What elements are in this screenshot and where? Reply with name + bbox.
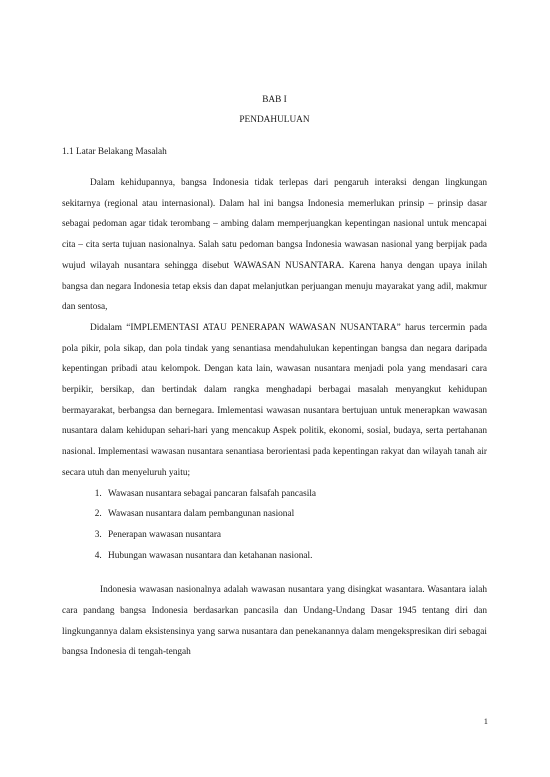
chapter-title: PENDAHULUAN — [239, 115, 310, 125]
list-item: 1. Wawasan nusantara sebagai pancaran falsafah pancasila — [104, 484, 487, 505]
list-item: 2. Wawasan nusantara dalam pembangunan nasional — [104, 504, 487, 525]
list-item: 3. Penerapan wawasan nusantara — [104, 525, 487, 546]
chapter-label: BAB I — [262, 95, 287, 105]
section-title: 1.1 Latar Belakang Masalah — [62, 147, 167, 157]
list-item: 4. Hubungan wawasan nusantara dan ketahanan nasional. — [104, 546, 487, 567]
paragraph-1: Dalam kehidupannya, bangsa Indonesia tidak terlepas dari pengaruh interaksi dengan lingkungan sekitarnya (regional atau internasional). Dalam hal ini bangsa Indonesia memerlukan prinsip – prinsip dasar sebagai pedoman agar tidak terombang – ambing dalam memperjuangkan kepentingan nasional untuk mencapai cita – cita serta tujuan nasionalnya. Salah satu pedoman bangsa Indonesia wawasan nasional yang berpijak pada wujud wilayah nusantara sehingga disebut WAWASAN NUSANTARA. Karena hanya dengan upaya inilah bangsa dan negara Indonesia tetap eksis dan dapat melanjutkan perjuangan menuju mayarakat yang adil, makmur dan sentosa, — [62, 178, 487, 313]
paragraph-2: Didalam “IMPLEMENTASI ATAU PENERAPAN WAWASAN NUSANTARA” harus tercermin pada pola pikir, pola sikap, dan pola tindak yang senantiasa mendahulukan kepentingan bangsa dan negara daripada kepentingan pribadi atau kelompok. Dengan kata lain, wawasan nusantara menjadi pola yang mendasari cara berpikir, bersikap, dan bertindak dalam rangka menghadapi berbagai masalah menyangkut kehidupan bermayarakat, berbangsa dan bernegara. Imlementasi wawasan nusantara bertujuan untuk menerapkan wawasan nusantara dalam kehidupan sehari-hari yang mencakup Aspek politik, ekonomi, sosial, budaya, serta pertahanan nasional. Implementasi wawasan nusantara senantiasa berorientasi pada kepentingan rakyat dan wilayah tanah air secara utuh dan menyeluruh yaitu; — [62, 322, 487, 478]
page-content — [62, 93, 487, 663]
page-number: 1 — [483, 716, 488, 726]
paragraph-3: Indonesia wawasan nasionalnya adalah wawasan nusantara yang disingkat wasantara. Wasantara ialah cara pandang bangsa Indonesia berdasarkan pancasila dan Undang-Undang Dasar 1945 tentang diri dan lingkungannya dalam eksistensinya yang sarwa nusantara dan penekanannya dalam mengekspresikan diri sebagai bangsa Indonesia di tengah-tengah — [62, 585, 487, 658]
numbered-list — [62, 484, 487, 567]
